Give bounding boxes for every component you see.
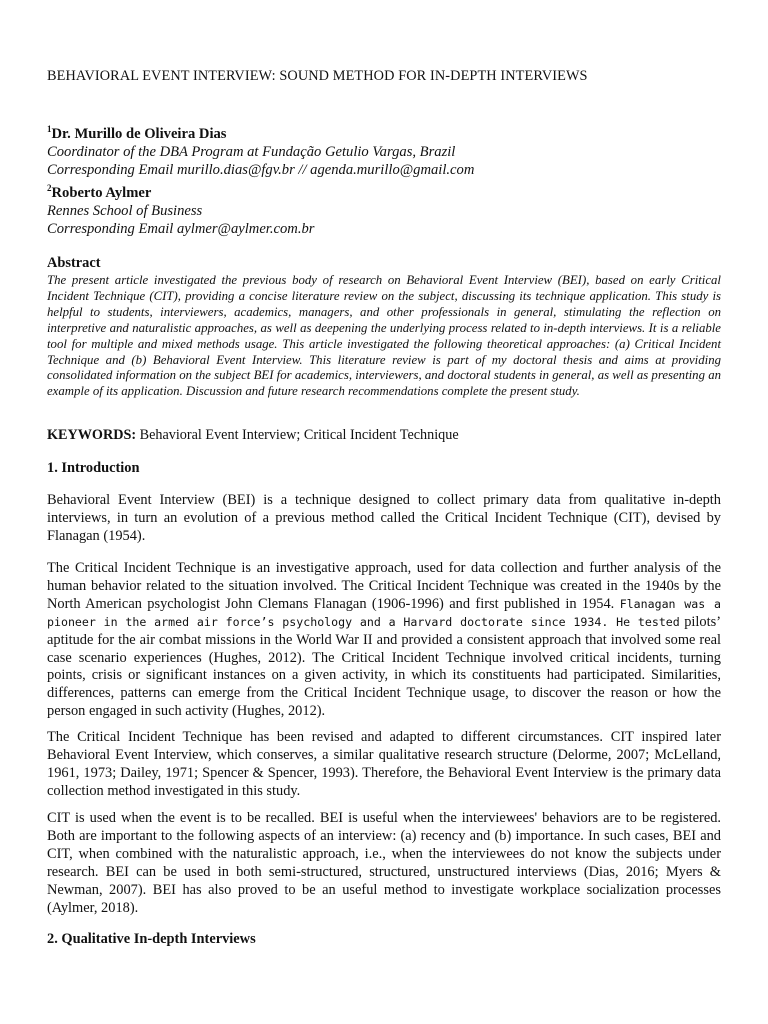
author-block — [47, 120, 721, 238]
paragraph-2-mono-text: Flanagan was a pioneer in the armed air force’s psychology and a Harvard doctorate since 1934. He tested — [47, 596, 721, 629]
keywords-label: KEYWORDS: — [47, 427, 137, 443]
author-2-affiliation: Rennes School of Business — [47, 202, 203, 219]
keywords-text: Behavioral Event Interview; Critical Incident Technique — [136, 427, 459, 443]
keywords-line — [47, 427, 721, 444]
author-2-email: Corresponding Email aylmer@aylmer.com.br — [47, 220, 315, 237]
paragraph-4: CIT is used when the event is to be recalled. BEI is useful when the interviewees' behaviors are to be registered. Both are important to the following aspects of an interview: (a) recency and (b) importance. In such cases, BEI and CIT, when combined with the naturalistic approach, i.e., when the interviewees do not know the subjects under research. BEI can be used in both semi-structured, structured, unstructured interviews (Dias, 2016; Myers & Newman, 2007). BEI has also proved to be an useful method to investigate workplace socialization processes (Aylmer, 2018). — [47, 810, 721, 916]
abstract-text: The present article investigated the previous body of research on Behavioral Event Interview (BEI), based on early Critical Incident Technique (CIT), providing a concise literature review on the subject, discussing its technique application. This study is helpful to students, interviewers, academics, managers, and other professionals in general, stimulating the reflection on interpretive and naturalistic approaches, as well as deepening the underlying process related to in-depth interviews. It is a reliable tool for multiple and mixed methods usage. This article investigated the following theoretical approaches: (a) Critical Incident Technique and (b) Behavioral Event Interview. This literature review is part of my doctoral thesis and aims at providing consolidated information on the subject BEI for academics, interviewers, and doctoral students in general, as well as presenting an example of its application. Discussion and future research recommendations complete the present study. — [47, 273, 721, 399]
paragraph-2: The Critical Incident Technique is an investigative approach, used for data collection and further analysis of the human behavior related to the situation involved. The Critical Incident Technique was created in the 1940s by the North American psychologist John Clemans Flanagan (1906-1996) and first published in 1954. Flanagan was a pioneer in the armed air force’s psychology and a Harvard doctorate since 1934. He tested pilots’ aptitude for the air combat missions in the World War II and provided a consistent approach that involved some real case scenario experiences (Hughes, 2012). The Critical Incident Technique involved critical incidents, turning points, crisis or significant instances on a given activity, in which its constituents had participated. Similarities, differences, patterns can emerge from the Critical Incident Technique usage, to discover the reason or how the person engaged in such activity (Hughes, 2012). — [47, 560, 721, 720]
section-heading-introduction: 1. Introduction — [47, 460, 140, 476]
author-1-name: $^1$Dr. Murillo de Oliveira Dias — [47, 124, 227, 142]
paragraph-3: The Critical Incident Technique has been revised and adapted to different circumstances. CIT inspired later Behavioral Event Interview, which conserves, a similar qualitative research structure (Delorme, 2007; McLelland, 1961, 1973; Dailey, 1971; Spencer & Spencer, 1993). Therefore, the Behavioral Event Interview is the primary data collection method investigated in this study. — [47, 729, 721, 799]
author-1-email: Corresponding Email murillo.dias@fgv.br // agenda.murillo@gmail.com — [47, 161, 475, 178]
author-2-name: $^2$Roberto Aylmer — [47, 182, 152, 201]
paper-title: BEHAVIORAL EVENT INTERVIEW: SOUND METHOD FOR IN-DEPTH INTERVIEWS — [47, 68, 588, 84]
author-1-affiliation: Coordinator of the DBA Program at Fundação Getulio Vargas, Brazil — [47, 143, 456, 160]
section-heading-qualitative: 2. Qualitative In-depth Interviews — [47, 931, 256, 947]
paragraph-1: Behavioral Event Interview (BEI) is a technique designed to collect primary data from qualitative in-depth interviews, in turn an evolution of a previous method called the Critical Incident Technique (CIT), devised by Flanagan (1954). — [47, 492, 721, 544]
abstract-heading: Abstract — [47, 255, 101, 271]
